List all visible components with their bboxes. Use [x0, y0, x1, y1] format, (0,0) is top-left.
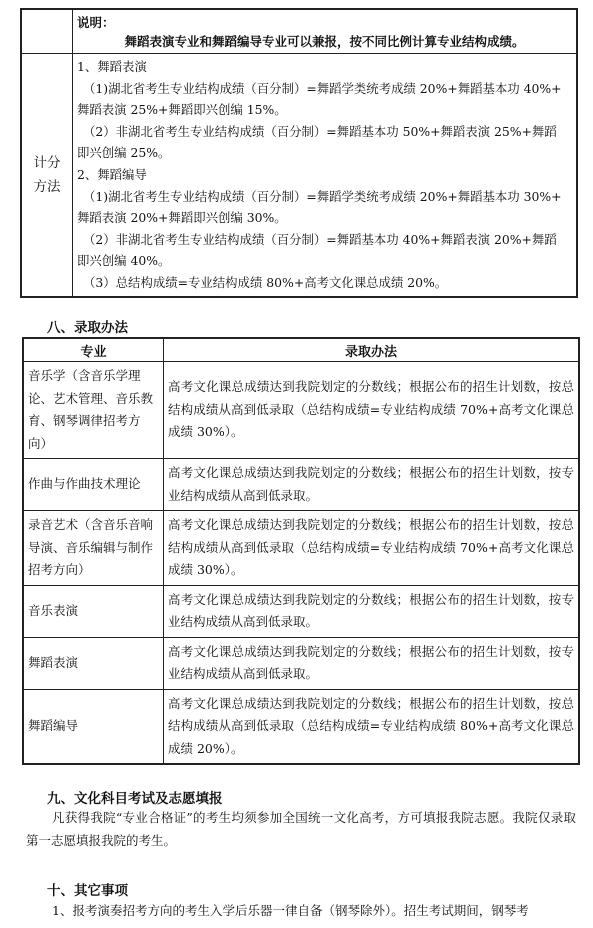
note-title: 说明： [77, 15, 115, 30]
table-row [23, 689, 579, 764]
calc-line: （2）非湖北省考生专业结构成绩（百分制）=舞蹈基本功 40%+舞蹈表演 20%+舞蹈 [83, 231, 557, 247]
calc-line: 2、舞蹈编导 [77, 166, 147, 182]
calc-line: 即兴创编 40%。 [77, 253, 171, 269]
calc-label-line1: 计分 [33, 154, 61, 171]
calc-line: （1)湖北省考生专业结构成绩（百分制）=舞蹈学类统考成绩 20%+舞蹈基本功 40%+ [83, 80, 562, 96]
method-cell: 高考文化课总成绩达到我院划定的分数线；根据公布的招生计划数，按专业结构成绩从高到低录取。 [164, 585, 580, 637]
calc-line: （2）非湖北省考生专业结构成绩（百分制）=舞蹈基本功 50%+舞蹈表演 25%+舞蹈 [83, 123, 557, 139]
section-10-heading: 十、其它事项 [47, 883, 128, 899]
table-row [23, 362, 579, 459]
section-9-text: 凡获得我院“专业合格证”的考生均须参加全国统一文化高考，方可填报我院志愿。我院仅录取第一志愿填报我院的考生。 [26, 810, 576, 848]
major-cell: 作曲与作曲技术理论 [23, 459, 164, 511]
major-cell: 音乐学（含音乐学理论、艺术管理、音乐教育、钢琴调律招考方向） [23, 362, 164, 459]
method-cell: 高考文化课总成绩达到我院划定的分数线；根据公布的招生计划数，按专业结构成绩从高到低录取。 [164, 459, 580, 511]
calc-label-cell [21, 54, 73, 297]
calc-row [21, 54, 577, 297]
major-cell: 录音艺术（含音乐音响导演、音乐编辑与制作招考方向） [23, 511, 164, 586]
admission-header-row [23, 338, 579, 362]
calc-line: 舞蹈表演 20%+舞蹈即兴创编 30%。 [77, 210, 287, 226]
section-8-heading: 八、录取办法 [47, 320, 128, 336]
col-major-header: 专业 [23, 338, 164, 362]
calc-line: 1、舞蹈表演 [77, 59, 147, 74]
table-row [23, 511, 579, 586]
method-cell: 高考文化课总成绩达到我院划定的分数线；根据公布的招生计划数，按总结构成绩从高到低录取（总结构成绩=专业结构成绩 70%+高考文化课总成绩 30%）。 [164, 511, 580, 586]
method-cell: 高考文化课总成绩达到我院划定的分数线；根据公布的招生计划数，按专业结构成绩从高到低录取。 [164, 637, 580, 689]
calc-line: 即兴创编 25%。 [77, 145, 171, 161]
calc-line: （3）总结构成绩=专业结构成绩 80%+高考文化课总成绩 20%。 [83, 274, 448, 290]
major-cell: 音乐表演 [23, 585, 164, 637]
note-body: 舞蹈表演专业和舞蹈编导专业可以兼报，按不同比例计算专业结构成绩。 [124, 34, 525, 49]
scoring-table [20, 8, 578, 298]
calc-cell [73, 54, 578, 297]
table-row [23, 459, 579, 511]
method-cell: 高考文化课总成绩达到我院划定的分数线；根据公布的招生计划数，按总结构成绩从高到低录取（总结构成绩=专业结构成绩 70%+高考文化课总成绩 30%）。 [164, 362, 580, 459]
table-row [23, 637, 579, 689]
calc-line: 舞蹈表演 25%+舞蹈即兴创编 15%。 [77, 102, 287, 118]
note-row [21, 9, 577, 54]
major-cell: 舞蹈编导 [23, 689, 164, 764]
col-method-header: 录取办法 [164, 338, 580, 362]
note-cell [73, 9, 578, 54]
major-cell: 舞蹈表演 [23, 637, 164, 689]
admission-table [22, 337, 580, 765]
section-10-text: 1、报考演奏招考方向的考生入学后乐器一律自备（钢琴除外）。招生考试期间，钢琴考 [52, 903, 529, 918]
method-cell: 高考文化课总成绩达到我院划定的分数线；根据公布的招生计划数，按总结构成绩从高到低录取（总结构成绩=专业结构成绩 80%+高考文化课总成绩 20%）。 [164, 689, 580, 764]
calc-label-line2: 方法 [33, 178, 61, 195]
note-label-cell [21, 9, 73, 54]
table-row [23, 585, 579, 637]
calc-line: （1)湖北省考生专业结构成绩（百分制）=舞蹈学类统考成绩 20%+舞蹈基本功 30%+ [83, 188, 562, 204]
section-9-heading: 九、文化科目考试及志愿填报 [47, 791, 223, 807]
